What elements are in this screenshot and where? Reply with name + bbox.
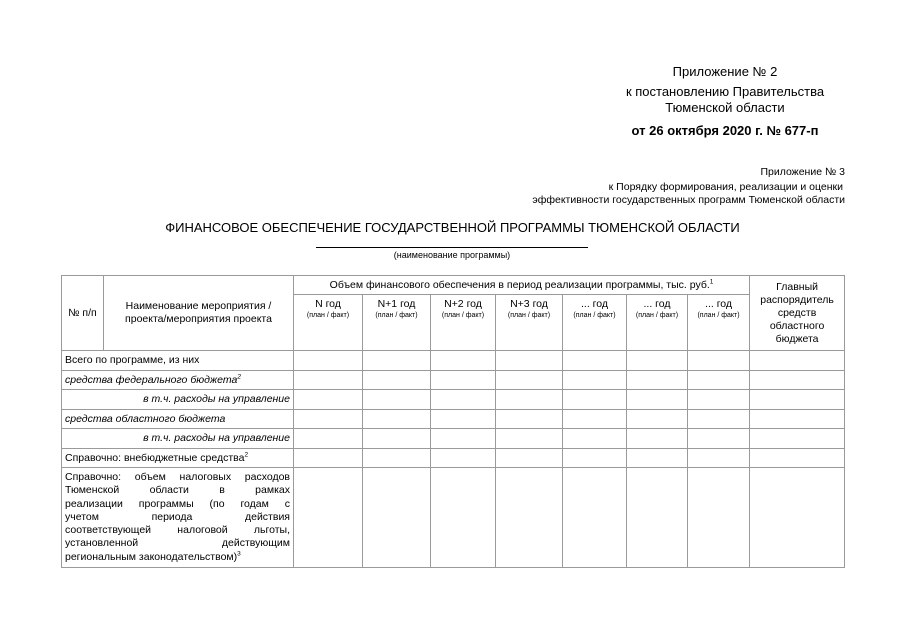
table-row-reference	[62, 468, 845, 568]
header-name: Наименование мероприятия / проекта/мероприятия проекта	[104, 276, 294, 351]
table-row	[62, 370, 845, 390]
table-row	[62, 351, 845, 371]
row-label-text: средства областного бюджета	[65, 412, 226, 425]
header-year	[363, 295, 431, 351]
header-volume-footnote: 1	[709, 278, 714, 286]
plan-fact-label: (план / факт)	[375, 312, 418, 319]
sub-appendix-title: Приложение № 3	[760, 166, 845, 178]
year-label: ... год	[705, 298, 733, 310]
row-label-text: в т.ч. расходы на управление	[143, 432, 290, 445]
table-row	[62, 390, 845, 410]
row-label-text: Всего по программе, из них	[65, 354, 200, 367]
header-responsible: Главный распорядитель средств областного бюджета	[750, 276, 845, 351]
program-name-line	[316, 247, 588, 248]
year-label: ... год	[643, 298, 671, 310]
row-label	[62, 429, 294, 449]
sub-appendix-line-1: к Порядку формирования, реализации и оценки	[608, 181, 843, 193]
reference-line: реализации программы (по годам с	[65, 497, 290, 510]
reference-line: соответствующей налоговой льготы,	[65, 524, 290, 537]
header-volume	[294, 276, 750, 295]
reference-footnote: 3	[237, 550, 241, 558]
reference-line: Тюменской области в рамках	[65, 484, 290, 497]
plan-fact-label: (план / факт)	[507, 312, 551, 319]
reference-line: Справочно: объем налоговых расходов	[65, 471, 290, 483]
row-footnote: 2	[244, 451, 249, 459]
table-row	[62, 448, 845, 468]
row-label	[62, 448, 294, 468]
table-row	[62, 429, 845, 449]
sub-appendix-line-2: эффективности государственных программ Тюменской области	[532, 194, 845, 206]
year-label: N+1 год	[377, 298, 416, 310]
row-label	[62, 370, 294, 390]
plan-fact-label: (план / факт)	[697, 312, 740, 319]
row-label-text: Справочно: внебюджетные средства	[65, 451, 245, 464]
year-label: N год	[315, 298, 341, 310]
header-year	[563, 295, 627, 351]
year-label: N+3 год	[510, 298, 548, 310]
year-label: ... год	[580, 298, 608, 310]
header-volume-text: Объем финансового обеспечения в период реализации программы, тыс. руб.	[329, 279, 710, 291]
appendix-line-2: Тюменской области	[665, 100, 785, 115]
plan-fact-label: (план / факт)	[635, 312, 679, 319]
financing-table	[61, 275, 845, 568]
table-row	[62, 409, 845, 429]
plan-fact-label: (план / факт)	[441, 312, 485, 319]
row-label-text: средства федерального бюджета	[65, 373, 238, 386]
row-label	[62, 351, 294, 371]
header-year	[627, 295, 688, 351]
reference-line: установленной действующим	[65, 537, 290, 550]
year-label: N+2 год	[444, 298, 482, 310]
header-year	[688, 295, 750, 351]
row-label-text: в т.ч. расходы на управление	[143, 393, 290, 406]
appendix-title: Приложение № 2	[672, 64, 778, 79]
reference-label	[62, 468, 294, 568]
row-footnote: 2	[237, 373, 241, 381]
reference-line-last	[65, 551, 290, 564]
plan-fact-label: (план / факт)	[573, 312, 616, 319]
header-year	[431, 295, 496, 351]
appendix-line-1: к постановлению Правительства	[625, 84, 825, 99]
plan-fact-label: (план / факт)	[306, 312, 350, 319]
header-number: № п/п	[62, 276, 104, 351]
appendix-date: от 26 октября 2020 г. № 677-п	[631, 123, 819, 138]
program-name-caption: (наименование программы)	[393, 250, 511, 260]
main-title: ФИНАНСОВОЕ ОБЕСПЕЧЕНИЕ ГОСУДАРСТВЕННОЙ ПРОГРАММЫ ТЮМЕНСКОЙ ОБЛАСТИ	[165, 220, 740, 235]
reference-last-text: региональным законодательством)	[65, 550, 238, 563]
header-year	[496, 295, 563, 351]
row-label	[62, 409, 294, 429]
header-year	[294, 295, 363, 351]
row-label	[62, 390, 294, 410]
reference-line: учетом периода действия	[65, 510, 290, 523]
